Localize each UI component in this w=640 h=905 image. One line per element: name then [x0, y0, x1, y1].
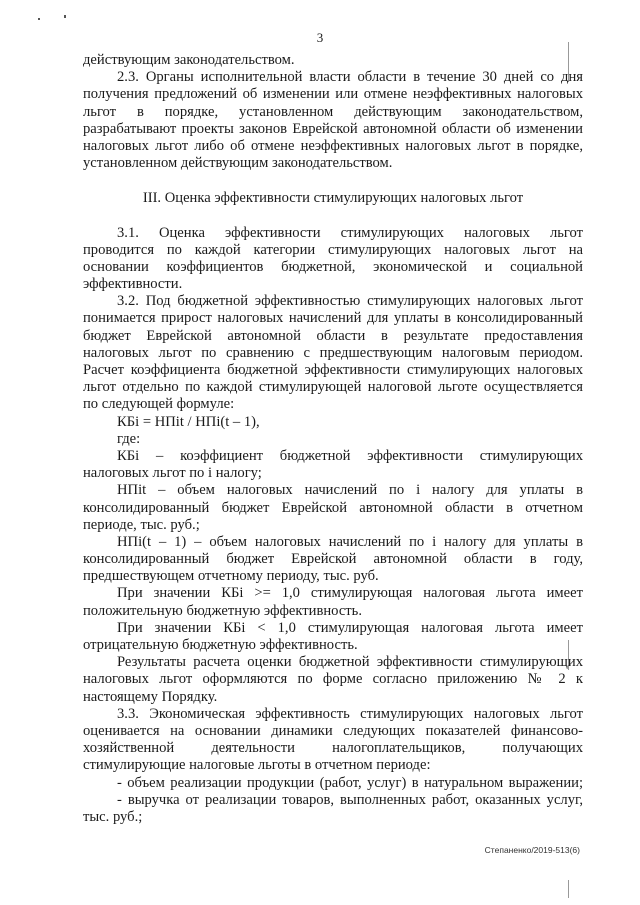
text-line: консолидированный бюджет Еврейской автономной области в году,: [83, 551, 583, 568]
text-line: 2.3. Органы исполнительной власти области в течение 30 дней со дня: [117, 69, 583, 86]
text-line: по следующей формуле:: [83, 396, 235, 413]
text-line: - выручка от реализации товаров, выполненных работ, оказанных услуг,: [117, 791, 583, 808]
document-footer: Степаненко/2019-513(6): [484, 845, 580, 855]
text-line: оценивается на основании динамики следующих показателей финансово-: [83, 722, 583, 739]
text-line: Результаты расчета оценки бюджетной эффективности стимулирующих: [117, 654, 583, 671]
text-line: настоящему Порядку.: [83, 688, 218, 705]
text-line: разрабатывают проекты законов Еврейской автономной области об изменении: [83, 120, 583, 137]
text-line: При значении КБi >= 1,0 стимулирующая налоговая льгота имеет: [117, 585, 583, 602]
text-line: 3.3. Экономическая эффективность стимулирующих налоговых льгот: [117, 705, 583, 722]
text-line: налоговых льгот по сравнению с предшествующим налоговым периодом.: [83, 344, 583, 361]
text-line: понимается прирост налоговых начислений для уплаты в консолидированный: [83, 310, 583, 327]
text-line: НПi(t – 1) – объем налоговых начислений по i налогу для уплаты в: [117, 533, 583, 550]
text-line: налоговых льгот по i налогу;: [83, 465, 262, 482]
text-line: льгот в порядке, установленном действующим законодательством,: [83, 103, 583, 120]
text-line: отрицательную бюджетную эффективность.: [83, 637, 358, 653]
text-line: 3.2. Под бюджетной эффективностью стимулирующих налоговых льгот: [117, 293, 583, 310]
text-line: действующим законодательством.: [83, 52, 295, 68]
section-heading: III. Оценка эффективности стимулирующих налоговых льгот: [142, 190, 524, 207]
text-line: КБi = НПit / НПi(t – 1),: [117, 413, 260, 430]
section-3-text: [83, 225, 583, 827]
text-line: хозяйственной деятельности налогоплательщиков, получающих: [83, 740, 583, 757]
text-line: КБi – коэффициент бюджетной эффективности стимулирующих: [117, 447, 583, 464]
text-line: льгот отдельно по каждой стимулирующей налоговой льготе осуществляется: [83, 379, 583, 396]
text-line: положительную бюджетную эффективность.: [83, 602, 362, 619]
text-line: получения предложений об изменении или отмене неэффективных налоговых: [83, 86, 583, 103]
text-line: предшествующем отчетному периоду, тыс. руб.: [83, 568, 379, 585]
text-line: Расчет коэффициента бюджетной эффективности стимулирующих налоговых: [83, 362, 583, 378]
page-number: 3: [316, 30, 324, 45]
text-line: установленном действующим законодательством.: [83, 155, 393, 172]
text-line: проводится по каждой категории стимулирующих налоговых льгот на: [83, 241, 583, 258]
body-text: [83, 52, 583, 826]
text-line: налоговых льгот оформляются по форме согласно приложению № 2 к: [83, 671, 583, 688]
scan-mark: [38, 18, 40, 20]
text-line: периоде, тыс. руб.;: [83, 516, 200, 533]
text-line: При значении КБi < 1,0 стимулирующая налоговая льгота имеет: [117, 619, 583, 636]
section-2-text: [83, 52, 583, 172]
scan-edge-line: [568, 880, 569, 898]
text-line: бюджет Еврейской автономной области в результате предоставления: [83, 327, 583, 344]
text-line: где:: [117, 430, 141, 447]
text-line: 3.1. Оценка эффективности стимулирующих налоговых льгот: [117, 224, 583, 241]
text-line: тыс. руб.;: [83, 808, 143, 825]
text-line: консолидированный бюджет Еврейской автономной области в отчетном: [83, 499, 583, 516]
scan-mark: [64, 15, 66, 18]
text-line: основании коэффициентов бюджетной, экономической и социальной: [83, 258, 583, 275]
text-line: стимулирующие налоговые льготы в отчетном периоде:: [83, 757, 431, 774]
text-line: налоговых льгот либо об отмене неэффективных налоговых льгот в порядке,: [83, 137, 583, 154]
text-line: - объем реализации продукции (работ, услуг) в натуральном выражении;: [117, 774, 583, 791]
text-line: НПit – объем налоговых начислений по i налогу для уплаты в: [117, 482, 583, 499]
text-line: эффективности.: [83, 276, 183, 293]
